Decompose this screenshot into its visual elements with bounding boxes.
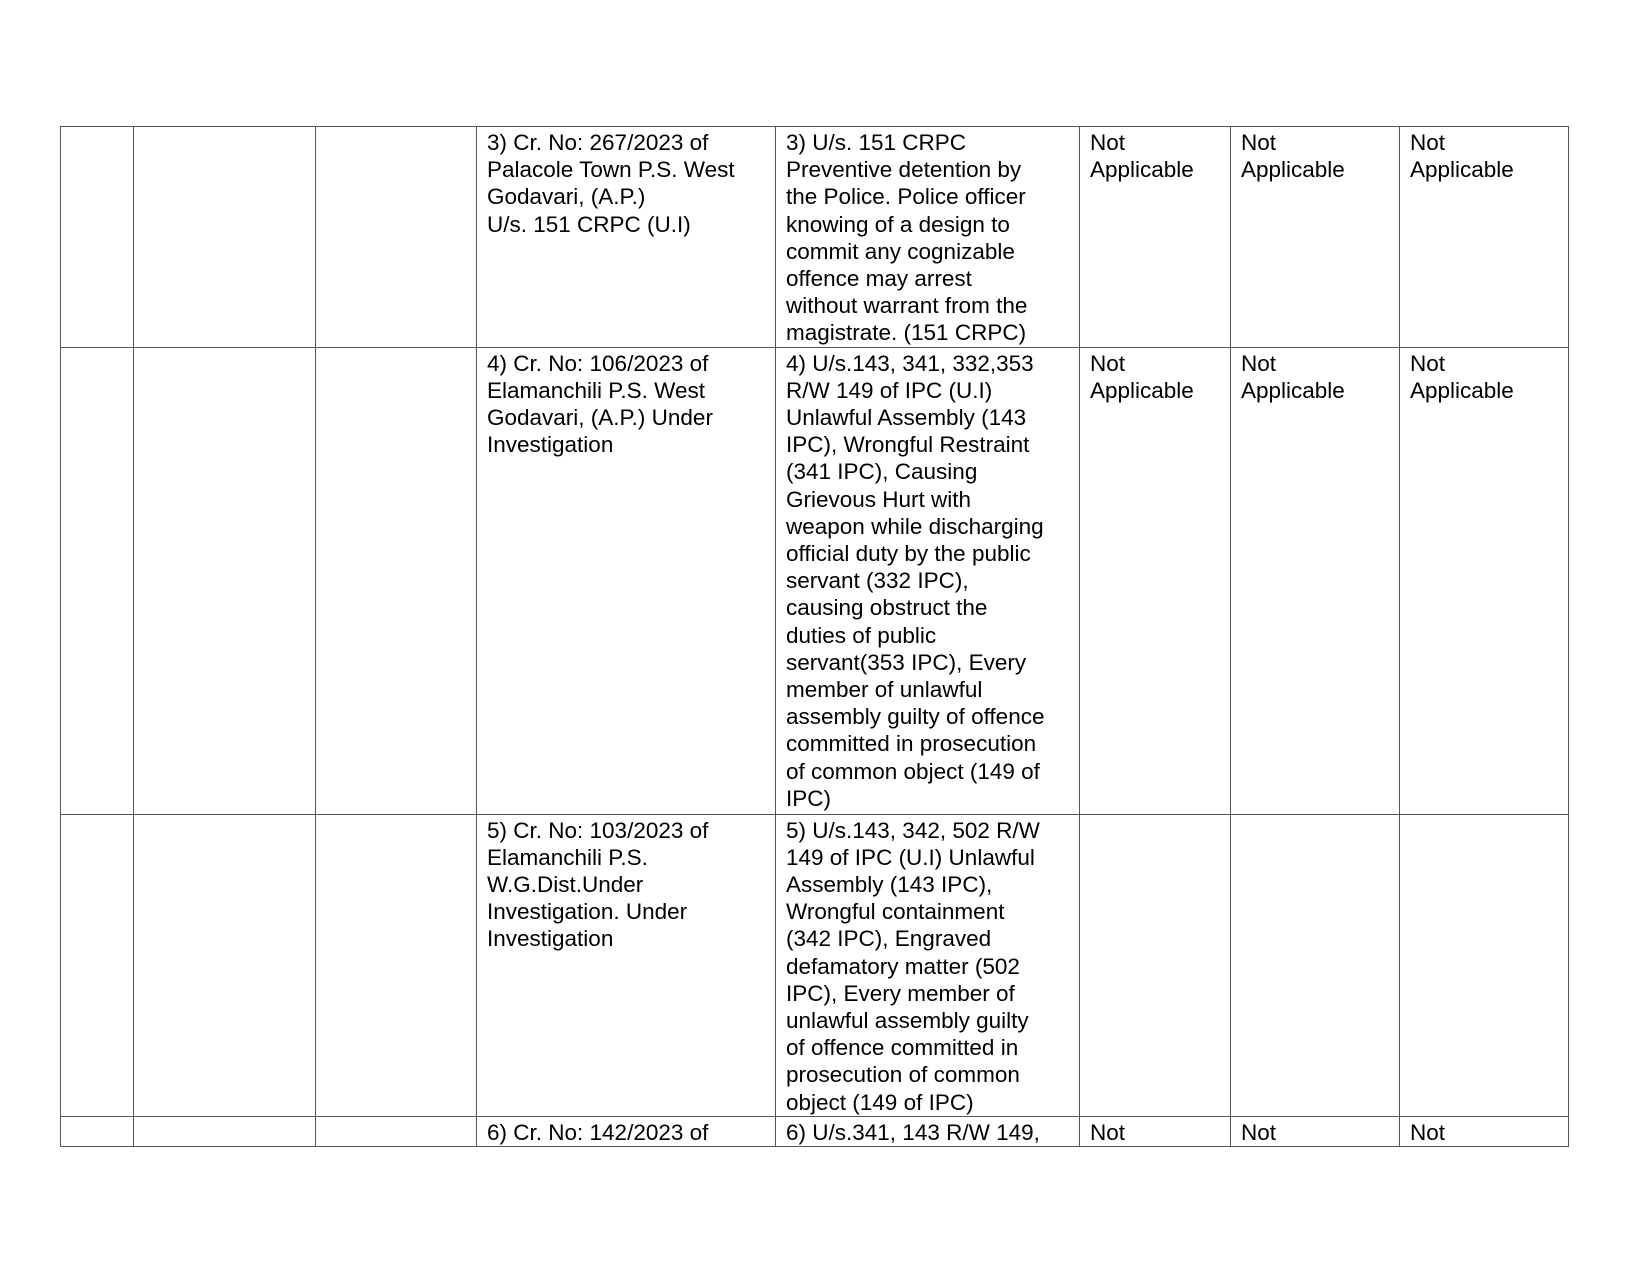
- status-cell-col8: [1400, 814, 1569, 1116]
- details-cell: [316, 347, 477, 814]
- table-row: [61, 814, 1569, 1116]
- case-number-cell: 4) Cr. No: 106/2023 of Elamanchili P.S. West Godavari, (A.P.) Under Investigation: [477, 347, 776, 814]
- name-cell: [134, 127, 316, 348]
- status-cell-col7: Not Applicable: [1231, 127, 1400, 348]
- name-cell: [134, 1116, 316, 1146]
- details-cell: [316, 127, 477, 348]
- status-cell-col7: [1231, 814, 1400, 1116]
- case-number-cell: 5) Cr. No: 103/2023 of Elamanchili P.S. W.G.Dist.Under Investigation. Under Investigation: [477, 814, 776, 1116]
- serial-cell: [61, 814, 134, 1116]
- status-cell-col7: Not: [1231, 1116, 1400, 1146]
- offence-description-cell: 3) U/s. 151 CRPC Preventive detention by the Police. Police officer knowing of a design to commit any cognizable offence may arrest without warrant from the magistrate. (151 CRPC): [776, 127, 1080, 348]
- status-cell-col6: [1080, 814, 1231, 1116]
- name-cell: [134, 347, 316, 814]
- status-cell-col8: Not Applicable: [1400, 127, 1569, 348]
- table-row: [61, 127, 1569, 348]
- table-row: [61, 347, 1569, 814]
- table-row: [61, 1116, 1569, 1146]
- details-cell: [316, 1116, 477, 1146]
- offence-description-cell: 5) U/s.143, 342, 502 R/W 149 of IPC (U.I) Unlawful Assembly (143 IPC), Wrongful containment (342 IPC), Engraved defamatory matter (502 IPC), Every member of unlawful assembly guilty of offence committed in prosecution of common object (149 of IPC): [776, 814, 1080, 1116]
- serial-cell: [61, 1116, 134, 1146]
- details-cell: [316, 814, 477, 1116]
- status-cell-col6: Not: [1080, 1116, 1231, 1146]
- serial-cell: [61, 347, 134, 814]
- status-cell-col8: Not: [1400, 1116, 1569, 1146]
- case-number-cell: 3) Cr. No: 267/2023 of Palacole Town P.S. West Godavari, (A.P.) U/s. 151 CRPC (U.I): [477, 127, 776, 348]
- name-cell: [134, 814, 316, 1116]
- status-cell-col7: Not Applicable: [1231, 347, 1400, 814]
- offence-description-cell: 6) U/s.341, 143 R/W 149,: [776, 1116, 1080, 1146]
- status-cell-col8: Not Applicable: [1400, 347, 1569, 814]
- case-number-cell: 6) Cr. No: 142/2023 of: [477, 1116, 776, 1146]
- serial-cell: [61, 127, 134, 348]
- status-cell-col6: Not Applicable: [1080, 347, 1231, 814]
- case-details-table: [60, 126, 1569, 1147]
- offence-description-cell: 4) U/s.143, 341, 332,353 R/W 149 of IPC (U.I) Unlawful Assembly (143 IPC), Wrongful Restraint (341 IPC), Causing Grievous Hurt with weapon while discharging official duty by the public servant (332 IPC), causing obstruct the duties of public servant(353 IPC), Every member of unlawful assembly guilty of offence committed in prosecution of common object (149 of IPC): [776, 347, 1080, 814]
- status-cell-col6: Not Applicable: [1080, 127, 1231, 348]
